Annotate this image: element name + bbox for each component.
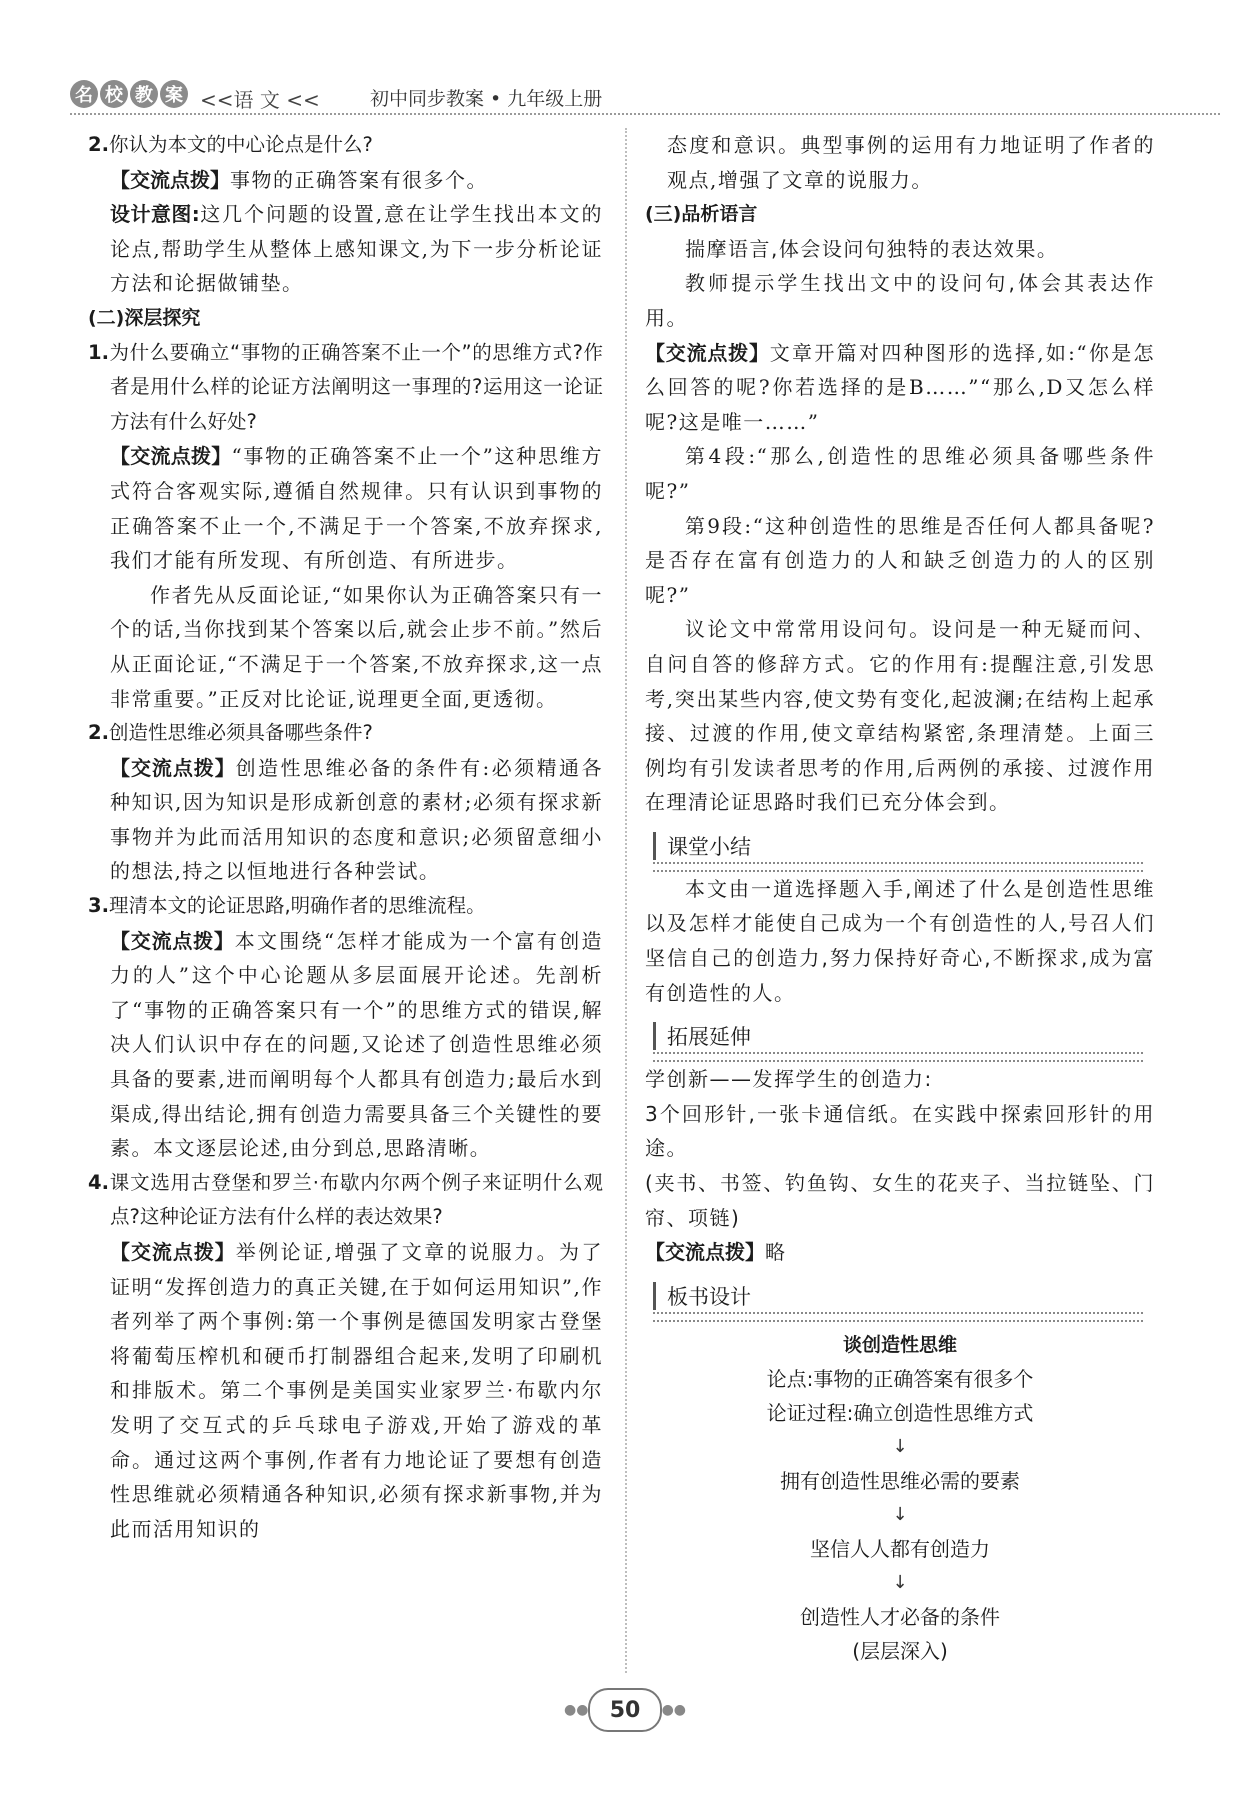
question-text: 课文选用古登堡和罗兰·布歇内尔两个例子来证明什么观点?这种论证方法有什么样的表达效果? — [108, 1170, 603, 1229]
section-rule — [653, 1052, 1143, 1062]
answer-label: 【交流点拨】 — [110, 1240, 236, 1264]
brand-char: 名 — [70, 80, 98, 108]
answer-label: 【交流点拨】 — [645, 1240, 765, 1265]
section-header — [645, 824, 1155, 872]
question-number: 4. — [88, 1170, 109, 1194]
subject-label: <<语 文 << — [200, 88, 320, 112]
paragraph: (夹书、书签、钓鱼钩、女生的花夹子、当拉链坠、门帘、项链) — [645, 1171, 1155, 1230]
section-header — [645, 1274, 1155, 1322]
design-intent-text: 这几个问题的设置,意在让学生找出本文的论点,帮助学生从整体上感知课文,为下一步分析论证方法和论据做铺垫。 — [110, 202, 603, 296]
section-bar — [653, 832, 656, 860]
paragraph: 议论文中常常用设问句。设问是一种无疑而问、自问自答的修辞方式。它的作用有:提醒注意,引发思考,突出某些内容,使文势有变化,起波澜;在结构上起承接、过渡的作用,使文章结构紧密,条理清楚。上面三例均有引发读者思考的作用,后两例的承接、过渡作用在理清论证思路时我们已充分体会到。 — [645, 617, 1155, 815]
answer-label: 【交流点拨】 — [110, 928, 235, 953]
question — [88, 1166, 603, 1235]
down-arrow-icon: ↓ — [892, 1503, 908, 1525]
section-label: 板书设计 — [667, 1284, 751, 1309]
section-title: (三)品析语言 — [645, 203, 758, 226]
answer-paragraph: 作者先从反面论证,“如果你认为正确答案只有一个的话,当你找到某个答案以后,就会止步不前。”然后从正面论证,“不满足于一个答案,不放弃探求,这一点非常重要。”正反对比论证,说理更全面,更透彻。 — [110, 582, 603, 711]
answer-label: 【交流点拨】 — [110, 167, 230, 192]
question — [88, 889, 603, 924]
answer-text: 文章开篇对四种图形的选择,如:“你是怎么回答的呢?你若选择的是B……”“那么,D又怎么样呢?这是唯一……” — [645, 340, 1156, 434]
answer-text: 略 — [765, 1240, 787, 1265]
paragraph: 3个回形针,一张卡通信纸。在实践中探索回形针的用途。 — [645, 1101, 1155, 1161]
section-rule — [653, 862, 1143, 872]
section-rule — [653, 1312, 1143, 1322]
answer-text: 事物的正确答案有很多个。 — [230, 167, 488, 192]
board-step: 坚信人人都有创造力 — [810, 1536, 990, 1561]
answer — [645, 1235, 1155, 1270]
paragraph: 第4段:“那么,创造性的思维必须具备哪些条件呢?” — [645, 444, 1155, 503]
paragraph: 第9段:“这种创造性的思维是否任何人都具备呢?是否存在富有创造力的人和缺乏创造力的人的区别呢?” — [645, 513, 1155, 607]
board-step: 创造性人才必备的条件 — [800, 1604, 1000, 1629]
answer-label: 【交流点拨】 — [110, 444, 232, 469]
question — [88, 336, 603, 440]
question-text: 理清本文的论证思路,明确作者的思维流程。 — [108, 894, 486, 918]
decor-dots-icon: ●● — [661, 1702, 686, 1718]
down-arrow-icon: ↓ — [892, 1435, 908, 1457]
answer-text: “事物的正确答案不止一个”这种思维方式符合客观实际,遵循自然规律。只有认识到事物的正确答案不止一个,不满足于一个答案,不放弃探求,我们才能有所发现、有所创造、有所进步。 — [110, 444, 604, 573]
question-number: 2. — [88, 721, 109, 745]
question — [88, 128, 603, 163]
section-label: 课堂小结 — [667, 834, 751, 859]
paragraph: 教师提示学生找出文中的设问句,体会其表达作用。 — [645, 271, 1155, 330]
left-column — [88, 128, 603, 1546]
answer — [88, 1235, 603, 1546]
right-column — [645, 128, 1155, 1668]
continued-text: 态度和意识。典型事例的运用有力地证明了作者的观点,增强了文章的说服力。 — [667, 133, 1155, 192]
section-label: 拓展延伸 — [667, 1025, 751, 1050]
answer — [88, 751, 603, 889]
paragraph: 本文由一道选择题入手,阐述了什么是创造性思维以及怎样才能使自己成为一个有创造性的人,号召人们坚信自己的创造力,努力保持好奇心,不断探求,成为富有创造性的人。 — [645, 876, 1155, 1005]
section-title: (二)深层探究 — [88, 306, 201, 329]
section-bar — [653, 1022, 656, 1050]
question-number: 2. — [88, 133, 109, 156]
page-header — [70, 78, 1190, 118]
board-note: (层层深入) — [852, 1638, 948, 1663]
book-title: 初中同步教案 • 九年级上册 — [370, 88, 603, 110]
answer — [88, 163, 603, 198]
question-number: 3. — [88, 894, 109, 918]
answer — [645, 336, 1155, 440]
question-number: 1. — [88, 340, 109, 364]
section-bar — [653, 1282, 656, 1310]
board-design — [645, 1328, 1155, 1668]
brand-char: 教 — [130, 80, 158, 108]
answer-label: 【交流点拨】 — [110, 755, 236, 780]
question-text: 创造性思维必须具备哪些条件? — [108, 721, 373, 745]
page-number — [564, 1688, 686, 1732]
design-intent-label: 设计意图: — [110, 202, 200, 227]
answer — [88, 439, 603, 577]
paragraph: 揣摩语言,体会设问句独特的表达效果。 — [685, 236, 1059, 261]
brand-char: 案 — [160, 80, 188, 108]
board-thesis: 论点:事物的正确答案有很多个 — [766, 1366, 1034, 1391]
question — [88, 716, 603, 751]
question-text: 你认为本文的中心论点是什么? — [108, 133, 373, 156]
answer-text: 举例论证,增强了文章的说服力。为了证明“发挥创造力的真正关键,在于如何运用知识”,作者列举了两个事例:第一个事例是德国发明家古登堡将葡萄压榨机和硬币打制器组合起来,发明了印刷机和排版术。第二个事例是美国实业家罗兰·布歇内尔发明了交互式的乒乓球电子游戏,开始了游戏的革命。通过这两个事例,作者有力地论证了要想有创造性思维就必须精通各种知识,必须有探求新事物,并为此而活用知识的 — [110, 1240, 603, 1541]
section-header — [645, 1014, 1155, 1062]
board-step: 拥有创造性思维必需的要素 — [780, 1468, 1020, 1493]
paragraph: 学创新——发挥学生的创造力: — [645, 1067, 933, 1092]
brand-logo — [70, 80, 188, 108]
board-process: 论证过程:确立创造性思维方式 — [766, 1400, 1034, 1425]
board-title: 谈创造性思维 — [842, 1333, 957, 1356]
answer-text: 创造性思维必备的条件有:必须精通各种知识,因为知识是形成新创意的素材;必须有探求新事物并为此而活用知识的态度和意识;必须留意细小的想法,持之以恒地进行各种尝试。 — [110, 755, 604, 884]
design-intent — [88, 197, 603, 301]
column-divider — [625, 128, 627, 1673]
header-divider — [70, 113, 1220, 115]
down-arrow-icon: ↓ — [892, 1571, 908, 1593]
page-number-value: 50 — [588, 1688, 662, 1732]
question-text: 为什么要确立“事物的正确答案不止一个”的思维方式?作者是用什么样的论证方法阐明这一事理的?运用这一论证方法有什么好处? — [108, 340, 603, 433]
answer-label: 【交流点拨】 — [645, 340, 770, 365]
brand-char: 校 — [100, 80, 128, 108]
answer — [88, 924, 603, 1166]
answer-text: 本文围绕“怎样才能成为一个富有创造力的人”这个中心论题从多层面展开论述。先剖析了“事物的正确答案只有一个”的思维方式的错误,解决人们认识中存在的问题,又论述了创造性思维必须具备的要素,进而阐明每个人都具有创造力;最后水到渠成,得出结论,拥有创造力需要具备三个关键性的要素。本文逐层论述,由分到总,思路清晰。 — [110, 928, 603, 1161]
decor-dots-icon: ●● — [564, 1702, 589, 1718]
